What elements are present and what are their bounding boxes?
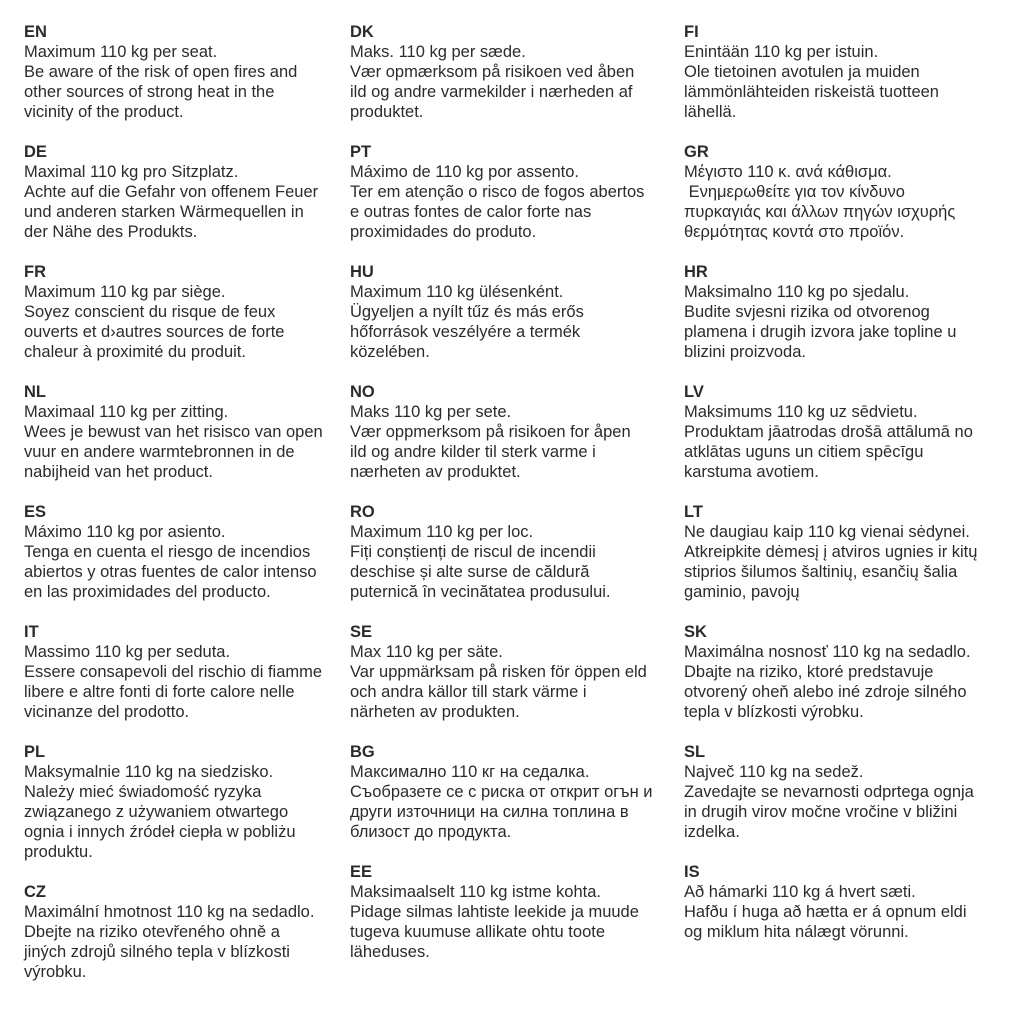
language-code-label: BG xyxy=(350,743,375,761)
warning-text-line: Ενημερωθείτε για τον κίνδυνο xyxy=(684,183,905,201)
language-code-label: NL xyxy=(24,383,46,401)
warning-text-line: Ter em atenção o risco de fogos abertos xyxy=(350,183,645,201)
language-block-sk xyxy=(684,622,1020,722)
language-code-label: FI xyxy=(684,23,699,41)
language-code-label: GR xyxy=(684,143,709,161)
language-block-se xyxy=(350,622,680,722)
warning-text-line: ouverts et d›autres sources de forte xyxy=(24,323,285,341)
language-block-dk xyxy=(350,22,680,122)
warning-text-line: πυρκαγιάς και άλλων πηγών ισχυρής xyxy=(684,203,956,221)
warning-text-line: nærheten av produktet. xyxy=(350,463,521,481)
warning-text-line: Produktam jāatrodas drošā attālumā no xyxy=(684,423,973,441)
language-block-ro xyxy=(350,502,680,602)
warning-text-line: närheten av produkten. xyxy=(350,703,520,721)
max-weight-line: Máximo de 110 kg por assento. xyxy=(350,163,579,181)
language-code-label: DE xyxy=(24,143,47,161)
warning-text-line: Soyez conscient du risque de feux xyxy=(24,303,276,321)
language-block-es xyxy=(24,502,346,602)
warning-text-line: chaleur à proximité du produit. xyxy=(24,343,246,361)
language-block-sl xyxy=(684,742,1020,842)
max-weight-line: Maksimaalselt 110 kg istme kohta. xyxy=(350,883,601,901)
warning-text-line: Dbajte na riziko, ktoré predstavuje xyxy=(684,663,934,681)
warning-text-line: związanego z używaniem otwartego xyxy=(24,803,289,821)
warning-text-line: hőforrások veszélyére a termék xyxy=(350,323,581,341)
max-weight-line: Maksimums 110 kg uz sēdvietu. xyxy=(684,403,918,421)
language-code-label: IS xyxy=(684,863,700,881)
warning-text-line: ild og andre kilder til sterk varme i xyxy=(350,443,596,461)
warning-text-line: deschise și alte surse de căldură xyxy=(350,563,590,581)
warning-text-line: Ügyeljen a nyílt tűz és más erős xyxy=(350,303,584,321)
max-weight-line: Maximal 110 kg pro Sitzplatz. xyxy=(24,163,239,181)
max-weight-line: Maximum 110 kg per seat. xyxy=(24,43,218,61)
language-block-is xyxy=(684,862,1020,942)
warning-text-line: Var uppmärksam på risken för öppen eld xyxy=(350,663,647,681)
warning-text-line: Tenga en cuenta el riesgo de incendios xyxy=(24,543,311,561)
language-code-label: SK xyxy=(684,623,707,641)
language-code-label: ES xyxy=(24,503,47,521)
language-block-lv xyxy=(684,382,1020,482)
warning-text-line: läheduses. xyxy=(350,943,430,961)
warning-text-line: ognia i innych źródeł ciepła w pobliżu xyxy=(24,823,296,841)
warning-text-line: Vær oppmerksom på risikoen for åpen xyxy=(350,423,631,441)
max-weight-line: Að hámarki 110 kg á hvert sæti. xyxy=(684,883,916,901)
warning-text-line: tepla v blízkosti výrobku. xyxy=(684,703,864,721)
language-code-label: IT xyxy=(24,623,39,641)
language-block-de xyxy=(24,142,346,242)
warning-text-line: abiertos y otras fuentes de calor intenso xyxy=(24,563,317,581)
language-code-label: LT xyxy=(684,503,703,521)
max-weight-line: Μέγιστο 110 κ. ανά κάθισμα. xyxy=(684,163,892,181)
warning-text-line: other sources of strong heat in the xyxy=(24,83,275,101)
warning-text-line: Pidage silmas lahtiste leekide ja muude xyxy=(350,903,639,921)
warning-text-line: výrobku. xyxy=(24,963,87,981)
language-code-label: LV xyxy=(684,383,704,401)
warning-text-line: vuur en andere warmtebronnen in de xyxy=(24,443,295,461)
language-code-label: PL xyxy=(24,743,46,761)
warning-text-line: близост до продукта. xyxy=(350,823,512,841)
max-weight-line: Massimo 110 kg per seduta. xyxy=(24,643,231,661)
warning-text-line: Fiți conștienți de riscul de incendii xyxy=(350,543,596,561)
max-weight-line: Máximo 110 kg por asiento. xyxy=(24,523,226,541)
warning-text-line: en las proximidades del producto. xyxy=(24,583,271,601)
language-block-nl xyxy=(24,382,346,482)
language-code-label: HR xyxy=(684,263,708,281)
warning-text-line: og miklum hita nálægt vörunni. xyxy=(684,923,909,941)
language-block-ee xyxy=(350,862,680,962)
warning-text-line: Съобразете се с риска от открит огън и xyxy=(350,783,653,801)
warning-text-line: produktet. xyxy=(350,103,424,121)
language-block-hr xyxy=(684,262,1020,362)
warning-text-line: plamena i drugih izvora jake topline u xyxy=(684,323,957,341)
warning-text-line: libere e altre fonti di forte calore nelle xyxy=(24,683,295,701)
warning-text-line: och andra källor till stark värme i xyxy=(350,683,587,701)
max-weight-line: Max 110 kg per säte. xyxy=(350,643,503,661)
warning-text-line: stiprios šilumos šaltinių, esančių šalia xyxy=(684,563,958,581)
language-code-label: CZ xyxy=(24,883,46,901)
language-code-label: PT xyxy=(350,143,372,161)
language-block-bg xyxy=(350,742,680,842)
warning-text-line: produktu. xyxy=(24,843,93,861)
warning-text-line: Budite svjesni rizika od otvorenog xyxy=(684,303,930,321)
warning-text-line: Essere consapevoli del rischio di fiamme xyxy=(24,663,323,681)
warning-text-line: Hafðu í huga að hætta er á opnum eldi xyxy=(684,903,967,921)
language-block-en xyxy=(24,22,346,122)
warning-text-line: Atkreipkite dėmesį į atviros ugnies ir kitų xyxy=(684,543,978,561)
max-weight-line: Enintään 110 kg per istuin. xyxy=(684,43,879,61)
warning-text-line: vicinity of the product. xyxy=(24,103,184,121)
language-block-pl xyxy=(24,742,346,862)
max-weight-line: Maksimalno 110 kg po sjedalu. xyxy=(684,283,910,301)
max-weight-line: Maksymalnie 110 kg na siedzisko. xyxy=(24,763,274,781)
warning-text-line: Ole tietoinen avotulen ja muiden xyxy=(684,63,920,81)
max-weight-line: Ne daugiau kaip 110 kg vienai sėdynei. xyxy=(684,523,970,541)
warning-text-line: θερμότητας κοντά στο προϊόν. xyxy=(684,223,905,241)
language-code-label: SL xyxy=(684,743,706,761)
language-code-label: DK xyxy=(350,23,374,41)
language-block-cz xyxy=(24,882,346,982)
max-weight-line: Максимално 110 кг на седалка. xyxy=(350,763,590,781)
warning-text-line: e outras fontes de calor forte nas xyxy=(350,203,592,221)
warning-text-line: der Nähe des Produkts. xyxy=(24,223,198,241)
warning-text-line: vicinanze del prodotto. xyxy=(24,703,190,721)
warning-text-line: Achte auf die Gefahr von offenem Feuer xyxy=(24,183,319,201)
warning-text-line: lämmönlähteiden riskeistä tuotteen xyxy=(684,83,939,101)
warning-text-line: lähellä. xyxy=(684,103,737,121)
warning-text-line: izdelka. xyxy=(684,823,740,841)
warning-text-line: nabijheid van het product. xyxy=(24,463,213,481)
warning-text-line: Vær opmærksom på risikoen ved åben xyxy=(350,63,635,81)
language-block-pt xyxy=(350,142,680,242)
warning-text-line: in drugih virov močne vročine v bližini xyxy=(684,803,958,821)
language-code-label: FR xyxy=(24,263,46,281)
language-block-fr xyxy=(24,262,346,362)
max-weight-line: Maximum 110 kg ülésenként. xyxy=(350,283,564,301)
language-block-hu xyxy=(350,262,680,362)
text-column-1 xyxy=(24,22,346,1002)
warning-text-line: ild og andre varmekilder i nærheden af xyxy=(350,83,633,101)
text-column-2 xyxy=(350,22,680,982)
language-block-lt xyxy=(684,502,1020,602)
warning-text-line: други източници на силна топлина в xyxy=(350,803,629,821)
warning-text-line: Wees je bewust van het risisco van open xyxy=(24,423,323,441)
language-code-label: NO xyxy=(350,383,375,401)
warning-text-line: Należy mieć świadomość ryzyka xyxy=(24,783,262,801)
warning-text-line: atklātas uguns un citiem spēcīgu xyxy=(684,443,924,461)
language-block-it xyxy=(24,622,346,722)
max-weight-line: Maximaal 110 kg per zitting. xyxy=(24,403,229,421)
warning-text-line: Dbejte na riziko otevřeného ohně a xyxy=(24,923,280,941)
language-code-label: RO xyxy=(350,503,375,521)
warning-text-line: otvorený oheň alebo iné zdroje silného xyxy=(684,683,967,701)
language-block-no xyxy=(350,382,680,482)
warning-text-line: proximidades do produto. xyxy=(350,223,537,241)
language-code-label: HU xyxy=(350,263,374,281)
warning-text-line: tugeva kuumuse allikate ohtu toote xyxy=(350,923,606,941)
max-weight-line: Maks 110 kg per sete. xyxy=(350,403,512,421)
warning-text-line: közelében. xyxy=(350,343,430,361)
warning-text-line: Zavedajte se nevarnosti odprtega ognja xyxy=(684,783,974,801)
language-code-label: EN xyxy=(24,23,47,41)
warning-text-line: puternică în vecinătatea produsului. xyxy=(350,583,611,601)
warning-text-line: und anderen starken Wärmequellen in xyxy=(24,203,304,221)
warning-text-line: Be aware of the risk of open fires and xyxy=(24,63,298,81)
max-weight-line: Maximálna nosnosť 110 kg na sedadlo. xyxy=(684,643,971,661)
warning-text-line: jiných zdrojů silného tepla v blízkosti xyxy=(24,943,290,961)
max-weight-line: Maximum 110 kg par siège. xyxy=(24,283,226,301)
max-weight-line: Maks. 110 kg per sæde. xyxy=(350,43,526,61)
warning-text-line: gaminio, pavojų xyxy=(684,583,800,601)
warning-text-line: blizini proizvoda. xyxy=(684,343,806,361)
warning-text-line: karstuma avotiem. xyxy=(684,463,819,481)
language-block-gr xyxy=(684,142,1020,242)
max-weight-line: Maximum 110 kg per loc. xyxy=(350,523,534,541)
language-code-label: EE xyxy=(350,863,373,881)
language-code-label: SE xyxy=(350,623,373,641)
max-weight-line: Maximální hmotnost 110 kg na sedadlo. xyxy=(24,903,315,921)
text-column-3 xyxy=(684,22,1020,962)
max-weight-line: Največ 110 kg na sedež. xyxy=(684,763,864,781)
language-block-fi xyxy=(684,22,1020,122)
